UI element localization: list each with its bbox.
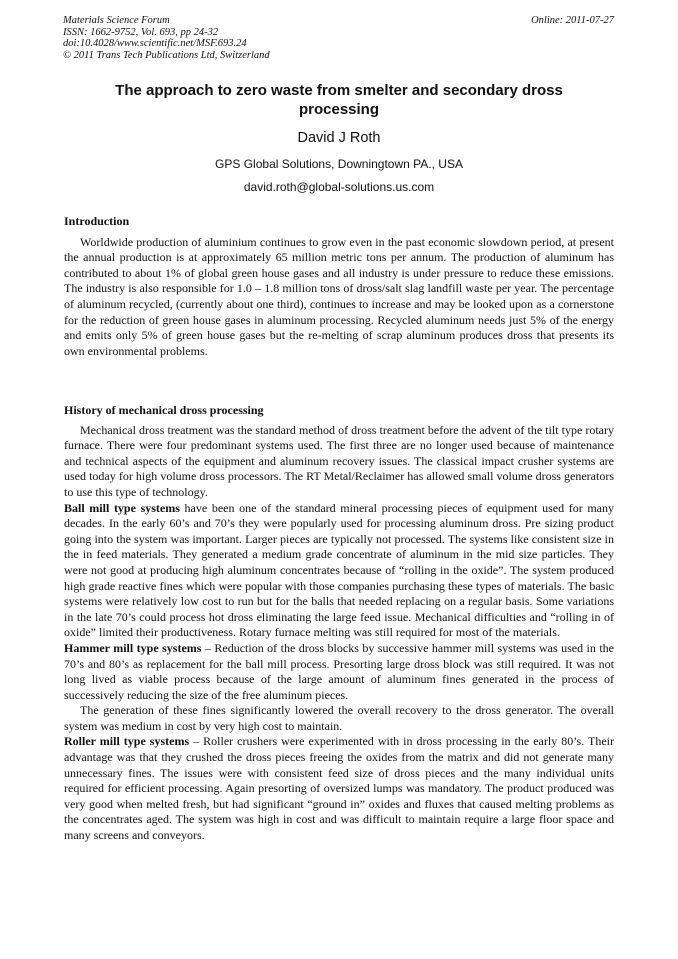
introduction-paragraph: Worldwide production of aluminium continues to grow even in the past economic slowdown period, at present the annual production is at approximately 65 million metric tons per annum. The production of aluminum has contributed to about 1% of global green house gases and all industry is under pressure to reduce these emissions. The industry is also responsible for 1.0 – 1.8 million tons of dross/salt slag landfill waste per year. The percentage of aluminum recycled, (currently about one third), continues to increase and may be looked upon as a cornerstone for the reduction of green house gases in aluminum processing. Recycled aluminum needs just 5% of the energy and emits only 5% of green house gases but the re-melting of scrap aluminum produces dross that presents its own environmental problems.: [64, 234, 614, 358]
copyright-line: © 2011 Trans Tech Publications Ltd, Switzerland: [63, 49, 270, 61]
ball-mill-text: have been one of the standard mineral processing pieces of equipment used for many decades. In the early 60’s and 70’s they were popularly used for processing aluminum dross. Pre sizing product going into the system was important. Larger pieces are typically not processed. The systems like consistent size in the in feed materials. They generated a medium grade concentrate of aluminum in the mid size particles. They were not good at producing high aluminum concentrates because of “rolling in the oxide”. The system produced high grade reactive fines which were popular with those companies purchasing these types of materials. The basic systems were relatively low cost to run but for the balls that needed replacing on a regular basis. Some variations in the late 70’s could process hot dross eliminating the large feed issue. Mechanical difficulties and “rolling in of oxide” limited their productiveness. Rotary furnace melting was still required for most of the materials.: [64, 500, 614, 640]
hammer-mill-paragraph: [64, 641, 614, 703]
history-paragraph: Mechanical dross treatment was the standard method of dross treatment before the advent of the tilt type rotary furnace. There were four predominant systems used. The first three are no longer used because of maintenance and technical aspects of the equipment and aluminum recovery issues. The classical impact crusher systems are used today for high volume dross processors. The RT Metal/Reclaimer has allowed small volume dross generators to use this type of technology.: [64, 422, 614, 499]
roller-mill-lead: Roller mill type systems: [64, 734, 190, 749]
history-section: [64, 403, 614, 844]
roller-mill-text: – Roller crushers were experimented with in dross processing in the early 80’s. Their advantage was that they crushed the dross pieces freeing the oxides from the matrix and did not generate many unnecessary fines. The issues were with consistent feed size of dross pieces and the many individual units required for efficient processing. Again presorting of oversized lumps was mandatory. The product produced was very good when melted fresh, but had significant “ground in” oxides and fluxes that caused melting problems as the concentrates aged. The system was high in cost and was difficult to maintain require a large floor space and many screens and conveyors.: [64, 734, 615, 843]
author-affiliation: GPS Global Solutions, Downingtown PA., USA: [215, 157, 463, 171]
issn-line: ISSN: 1662-9752, Vol. 693, pp 24-32: [63, 26, 219, 38]
hammer-mill-lead: Hammer mill type systems: [64, 640, 202, 655]
hammer-mill-paragraph-2: The generation of these fines significantly lowered the overall recovery to the dross generator. The overall system was medium in cost by very high cost to maintain.: [64, 703, 614, 733]
author-email: david.roth@global-solutions.us.com: [243, 180, 435, 194]
online-date: Online: 2011-07-27: [531, 15, 614, 26]
journal-name: Materials Science Forum: [63, 15, 170, 26]
journal-header: [63, 15, 270, 61]
ball-mill-lead: Ball mill type systems: [64, 500, 180, 515]
ball-mill-paragraph: [64, 501, 614, 641]
roller-mill-paragraph: [64, 734, 614, 843]
history-heading: History of mechanical dross processing: [64, 403, 264, 417]
author-name: David J Roth: [297, 130, 381, 146]
introduction-section: [64, 214, 614, 359]
introduction-heading: Introduction: [64, 214, 130, 228]
doi-line: doi:10.4028/www.scientific.net/MSF.693.24: [63, 38, 247, 49]
paper-title: The approach to zero waste from smelter and secondary dross processing: [115, 82, 563, 118]
hammer-mill-text: – Reduction of the dross blocks by successive hammer mill systems was used in the 70’s and 80’s as replacement for the ball mill process. Presorting large dross block was still required. It was not long lived as viable process because of the large amount of aluminum fines generated in the process of successively reducing the size of the free aluminum pieces.: [64, 640, 614, 702]
